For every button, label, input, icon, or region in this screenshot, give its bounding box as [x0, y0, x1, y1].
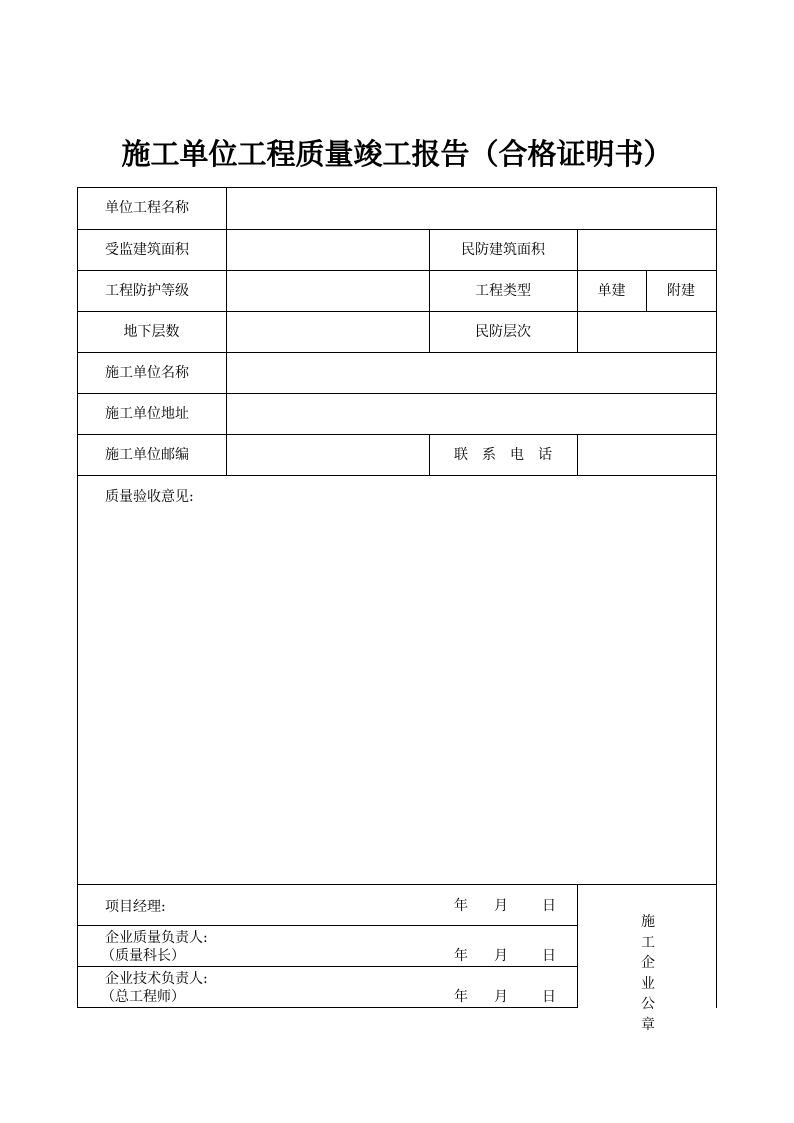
quality-manager-title: （质量科长） [101, 948, 185, 964]
sign-day: 日 [542, 989, 556, 1005]
sign-day: 日 [542, 898, 556, 914]
field-contractor-postcode[interactable] [227, 435, 429, 475]
label-supervised-area: 受监建筑面积 [105, 242, 189, 258]
quality-opinion-area[interactable] [78, 510, 716, 884]
label-contractor-postcode: 施工单位邮编 [105, 447, 189, 463]
option-attached: 附建 [667, 283, 695, 299]
label-contractor-name: 施工单位名称 [105, 365, 189, 381]
label-civil-defense-area: 民防建筑面积 [461, 242, 545, 258]
sign-year: 年 [454, 989, 468, 1005]
sign-year: 年 [454, 898, 468, 914]
label-contractor-address: 施工单位地址 [105, 406, 189, 422]
field-supervised-area[interactable] [227, 230, 429, 270]
field-contractor-address[interactable] [227, 394, 716, 434]
label-underground-floors: 地下层数 [123, 324, 180, 340]
tech-manager-title: （总工程师） [101, 989, 185, 1005]
field-civil-defense-floor[interactable] [578, 312, 716, 352]
field-protection-level[interactable] [227, 271, 429, 311]
page-title: 施工单位工程质量竣工报告（合格证明书） [121, 137, 673, 171]
field-contact-phone[interactable] [578, 435, 716, 475]
label-unit-project-name: 单位工程名称 [105, 200, 189, 216]
field-unit-project-name[interactable] [227, 188, 716, 229]
quality-manager-label: 企业质量负责人: [105, 930, 208, 946]
company-seal-text: 施工企业公章 [641, 914, 655, 1033]
field-underground-floors[interactable] [227, 312, 429, 352]
label-project-type: 工程类型 [475, 283, 531, 299]
project-manager-label: 项目经理: [105, 899, 166, 915]
sign-month: 月 [494, 898, 508, 914]
company-seal-label [640, 912, 656, 1033]
label-civil-defense-floor: 民防层次 [475, 324, 531, 340]
label-protection-level: 工程防护等级 [105, 283, 189, 299]
sign-month: 月 [494, 989, 508, 1005]
label-contact-phone: 联系电话 [454, 447, 566, 463]
field-contractor-name[interactable] [227, 353, 716, 393]
sign-year: 年 [454, 948, 468, 964]
option-standalone: 单建 [597, 283, 626, 299]
sign-day: 日 [542, 948, 556, 964]
quality-opinion-label: 质量验收意见: [105, 489, 194, 505]
tech-manager-label: 企业技术负责人: [105, 971, 208, 987]
field-civil-defense-area[interactable] [578, 230, 716, 270]
sign-month: 月 [494, 948, 508, 964]
